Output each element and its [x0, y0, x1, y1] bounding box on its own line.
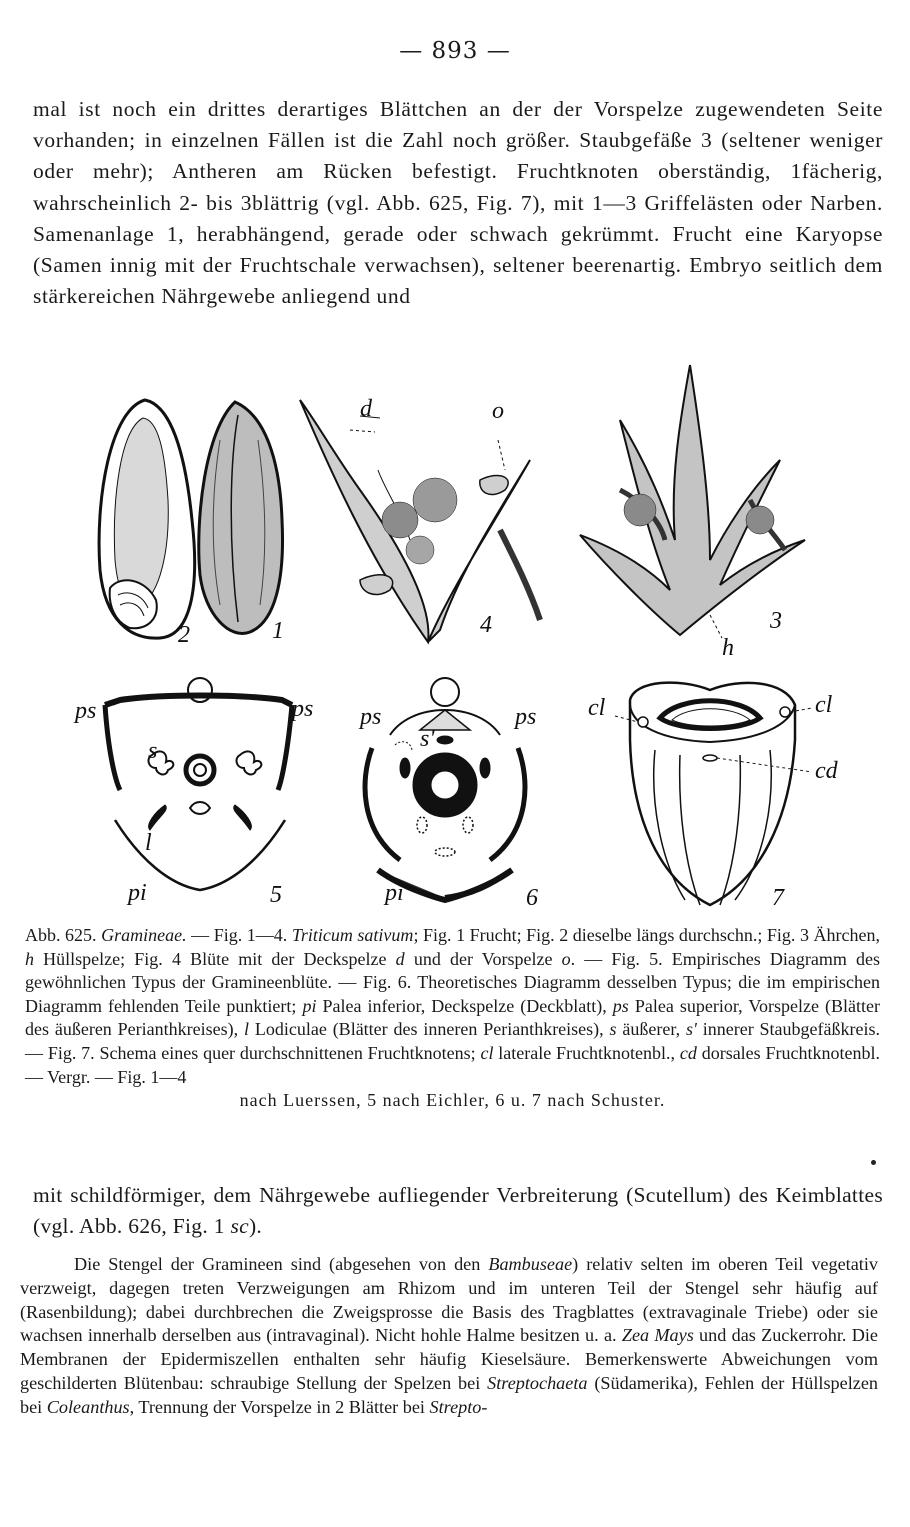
caption-credits: nach Luerssen, 5 nach Eichler, 6 u. 7 nach Schuster. [239, 1090, 666, 1111]
taxon-name: Streptochaeta [487, 1372, 588, 1393]
taxon-name: Zea Mays [621, 1325, 694, 1346]
page-speck [871, 1160, 876, 1165]
fig6-label-s-prime: s' [420, 726, 435, 752]
fig3-label-h: h [722, 635, 734, 661]
fig1-grain [199, 402, 283, 633]
caption-symbol: l [244, 1019, 250, 1040]
fig4-label-o: o [492, 398, 504, 424]
mid-text: mit schildförmiger, dem Nährgewebe aufliegender Verbreiterung (Scutellum) des Keimblattes (vgl. Abb. 626, Fig. 1 [33, 1183, 883, 1238]
top-paragraph: mal ist noch ein drittes derartiges Blättchen an der der Vorspelze zugewendeten Seite vorhanden; in einzelnen Fällen ist die Zahl noch größer. Staubgefäße 3 (seltener weniger oder mehr); Antheren am Rücken befestigt. Fruchtknoten oberständig, 1fächerig, wahrscheinlich 2- bis 3blättrig (vgl. Abb. 625, Fig. 7), mit 1—3 Griffelästen oder Narben. Samenanlage 1, herabhängend, gerade oder schwach gekrümmt. Frucht eine Karyopse (Samen innig mit der Fruchtschale verwachsen), seltener beerenartig. Embryo seitlich dem stärkereichen Nährgewebe anliegend und [33, 97, 883, 309]
mid-text: ). [248, 1214, 263, 1238]
fig3-spikelet [580, 365, 805, 638]
caption-text: — Fig. 1—4. [186, 925, 292, 945]
caption-text: Lodiculae (Blätter des inneren Perianthkreises), [249, 1019, 610, 1040]
taxon-name: Coleanthus [46, 1396, 130, 1417]
fig5-label-pi: pi [128, 880, 147, 906]
bottom-text: Die Stengel der Gramineen sind (abgesehen von den [74, 1254, 489, 1274]
caption-lead: Abb. 625. [25, 925, 97, 945]
fig7-ovary-schema [615, 683, 812, 905]
fig3-label: 3 [770, 608, 782, 634]
fig6-label-ps-left: ps [360, 704, 382, 730]
fig4-label-d: d [360, 396, 372, 422]
fig6-label: 6 [526, 885, 538, 911]
fig5-label-s: s [148, 738, 158, 764]
caption-text: Palea superior, Vorspelze (Blätter des äußeren Perianthkreises), [25, 995, 880, 1040]
fig5-label: 5 [270, 882, 282, 908]
caption-text: innerer Staubgefäßkreis. — Fig. 7. Schema eines quer durchschnittenen Fruchtknotens; [25, 1019, 881, 1063]
caption-symbol: s [609, 1019, 617, 1040]
fig7-label-cd: cd [815, 758, 838, 784]
page-number: — 893 — [399, 38, 511, 64]
caption-text: laterale Fruchtknotenbl., [493, 1042, 680, 1063]
caption-text: und der Vorspelze [404, 948, 562, 969]
taxon-name: Bambuseae [488, 1254, 573, 1274]
caption-symbol: cd [679, 1042, 697, 1063]
mid-paragraph [33, 1180, 883, 1242]
fig6-diagram [365, 678, 525, 900]
figure-illustration [60, 360, 890, 915]
fig6-label-ps-right: ps [515, 704, 537, 730]
caption-symbol: o [561, 948, 571, 969]
caption-symbol: s' [686, 1019, 697, 1040]
fig5-label-l: l [145, 830, 152, 856]
caption-symbol: d [395, 948, 405, 969]
fig2-grain-section [99, 400, 195, 638]
bottom-text: ) relativ selten im oberen Teil vegetativ verzweigt, dagegen treten Verzweigungen am Rhizom und im unteren Teil der Stengel sehr häufig auf (Rasenbildung); dabei durchbrechen die Zweigsprosse die Basis des Tragblattes (extravaginale Triebe) oder sie wachsen innerhalb derselben aus (intravaginal). Nicht hohle Halme besitzen u. a. [20, 1254, 879, 1346]
fig2-label: 2 [178, 622, 190, 648]
caption-symbol: pi [302, 995, 317, 1016]
caption-text: Hüllspelze; Fig. 4 Blüte mit der Deckspelze [34, 948, 396, 969]
caption-symbol: cl [480, 1042, 494, 1063]
fig5-label-ps-left: ps [75, 698, 97, 724]
fig7-label: 7 [772, 885, 784, 911]
bottom-text: , Trennung der Vorspelze in 2 Blätter bei [129, 1396, 430, 1417]
bottom-text: (Südamerika), Fehlen der Hüllspelzen bei [20, 1372, 879, 1417]
caption-family: Gramineae. [101, 925, 187, 945]
caption-text: ; Fig. 1 Frucht; Fig. 2 dieselbe längs durchschn.; Fig. 3 Ährchen, [413, 925, 881, 945]
fig7-label-cl-right: cl [815, 692, 833, 718]
caption-text: äußerer, [616, 1019, 686, 1040]
caption-text: dorsales Fruchtknotenbl. — Vergr. — Fig. 1—4 [25, 1042, 880, 1087]
taxon-name: Strepto- [429, 1396, 488, 1417]
caption-symbol: ps [612, 995, 629, 1016]
caption-text: . — Fig. 5. Empirisches Diagramm des gewöhnlichen Typus der Gramineenblüte. — Fig. 6. Theoretisches Diagramm desselben Typus; die im empirischen Diagramm fehlenden Teile punktiert; [25, 948, 881, 1016]
fig7-label-cl-left: cl [588, 695, 606, 721]
bottom-paragraph [20, 1253, 878, 1420]
fig4-flower [300, 400, 540, 642]
caption-text: Palea inferior, Deckspelze (Deckblatt), [316, 995, 613, 1016]
figure-abb-625 [60, 360, 890, 915]
fig5-label-ps-right: ps [292, 696, 314, 722]
fig1-label: 1 [272, 618, 284, 644]
caption-species: Triticum sativum [291, 925, 414, 945]
mid-symbol: sc [230, 1214, 249, 1238]
caption-symbol: h [25, 948, 34, 969]
fig4-label: 4 [480, 612, 492, 638]
figure-caption [25, 924, 880, 1113]
fig5-diagram [105, 678, 292, 890]
bottom-text: und das Zuckerrohr. Die Membranen der Epidermiszellen enthalten sehr häufig Kieselsäure. Bemerkenswerte Abweichungen vom geschilderten Blütenbau: schraubige Stellung der Spelzen bei [20, 1325, 878, 1393]
fig6-label-pi: pi [385, 880, 404, 906]
